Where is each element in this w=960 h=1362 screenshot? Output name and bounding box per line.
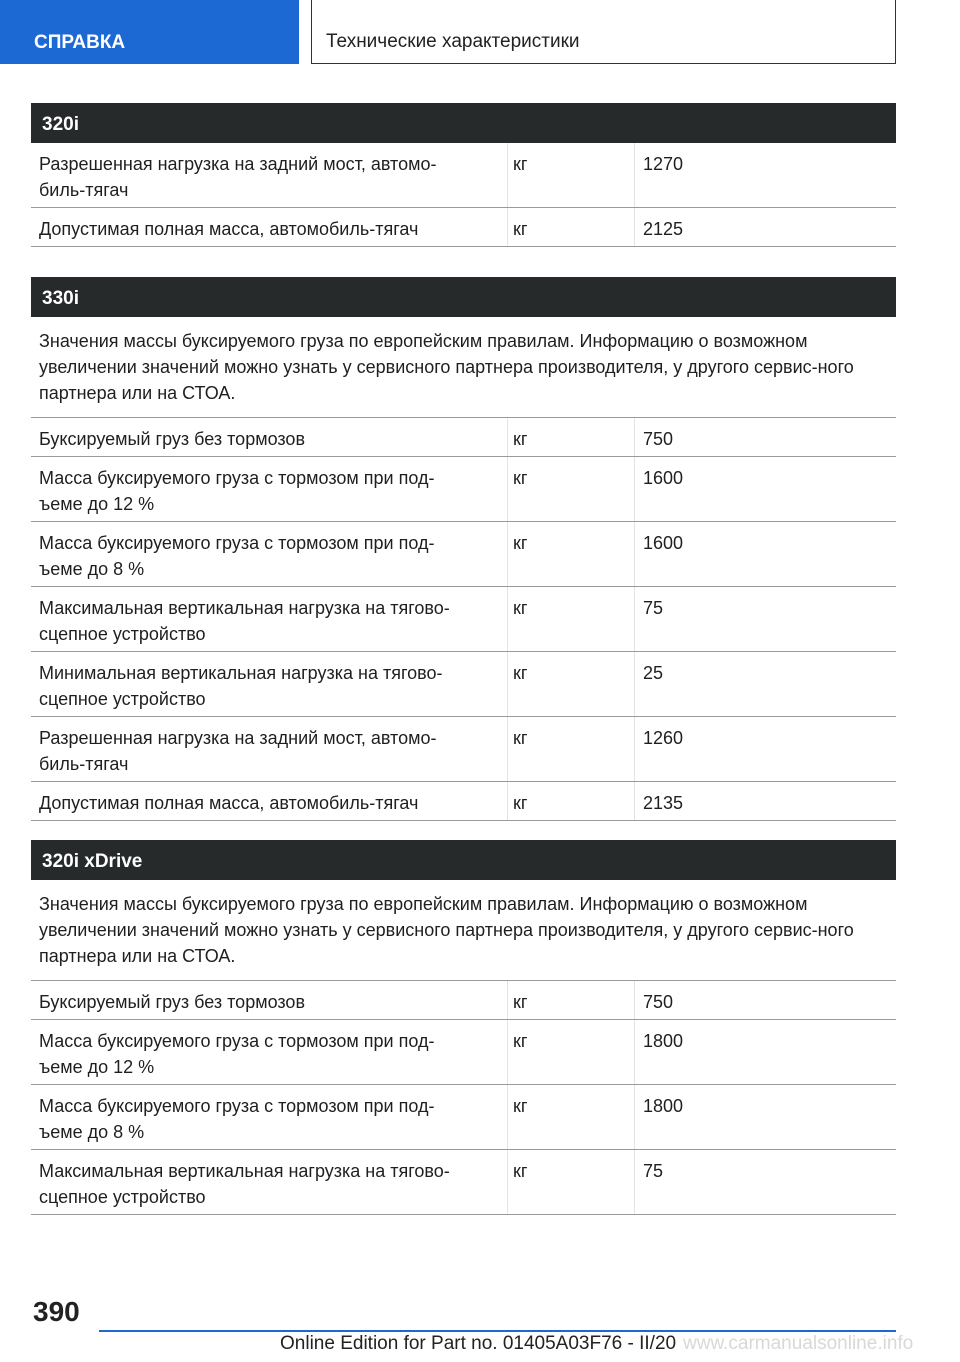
row-unit: кг — [513, 728, 528, 748]
row-label: Буксируемый груз без тормозов — [39, 429, 306, 449]
row-label: Масса буксируемого груза с тормозом при под‐ ъеме до 8 % — [39, 533, 435, 579]
table-row — [31, 143, 896, 208]
row-unit: кг — [513, 429, 528, 449]
footer-divider — [99, 1330, 896, 1332]
row-label: Масса буксируемого груза с тормозом при под‐ ъеме до 12 % — [39, 468, 435, 514]
spec-section-320i — [31, 103, 896, 247]
table-row — [31, 782, 896, 821]
row-label: Допустимая полная масса, автомобиль-тягач — [39, 793, 419, 813]
row-value: 1270 — [643, 154, 684, 174]
row-unit: кг — [513, 992, 528, 1012]
section-tab[interactable]: СПРАВКА — [0, 0, 299, 64]
row-value: 2135 — [643, 793, 684, 813]
section-heading: 320i — [31, 103, 896, 143]
section-heading: 330i — [31, 277, 896, 317]
row-label: Минимальная вертикальная нагрузка на тягово- сцепное устройство — [39, 663, 443, 709]
row-label: Максимальная вертикальная нагрузка на тягово- сцепное устройство — [39, 1161, 450, 1207]
footer-edition: Online Edition for Part no. 01405A03F76 - II/20 — [280, 1333, 677, 1354]
table-row — [31, 587, 896, 652]
table-row — [31, 418, 896, 457]
table-row — [31, 1020, 896, 1085]
row-unit: кг — [513, 598, 528, 618]
row-unit: кг — [513, 154, 528, 174]
table-row — [31, 717, 896, 782]
row-value: 750 — [643, 992, 674, 1012]
table-row — [31, 457, 896, 522]
row-value: 25 — [643, 663, 664, 683]
row-label: Масса буксируемого груза с тормозом при под‐ ъеме до 12 % — [39, 1031, 435, 1077]
row-unit: кг — [513, 793, 528, 813]
row-label: Масса буксируемого груза с тормозом при под‐ ъеме до 8 % — [39, 1096, 435, 1142]
row-unit: кг — [513, 533, 528, 553]
table-row — [31, 981, 896, 1020]
table-row — [31, 1085, 896, 1150]
row-value: 75 — [643, 598, 664, 618]
row-unit: кг — [513, 1161, 528, 1181]
row-unit: кг — [513, 219, 528, 239]
row-value: 1800 — [643, 1096, 684, 1116]
row-label: Разрешенная нагрузка на задний мост, автомо‐ биль-тягач — [39, 154, 437, 200]
row-value: 750 — [643, 429, 674, 449]
row-unit: кг — [513, 468, 528, 488]
page-number: 390 — [33, 1296, 80, 1327]
spec-section-320i-xdrive — [31, 840, 896, 1215]
row-value: 75 — [643, 1161, 664, 1181]
row-label: Максимальная вертикальная нагрузка на тягово- сцепное устройство — [39, 598, 450, 644]
section-heading: 320i xDrive — [31, 840, 896, 880]
row-label: Буксируемый груз без тормозов — [39, 992, 306, 1012]
table-row — [31, 522, 896, 587]
row-value: 2125 — [643, 219, 684, 239]
row-value: 1260 — [643, 728, 684, 748]
row-value: 1800 — [643, 1031, 684, 1051]
table-row — [31, 1150, 896, 1215]
row-label: Разрешенная нагрузка на задний мост, автомо‐ биль-тягач — [39, 728, 437, 774]
table-row — [31, 208, 896, 247]
row-unit: кг — [513, 1096, 528, 1116]
row-value: 1600 — [643, 533, 684, 553]
page-title: Технические характеристики — [311, 0, 896, 64]
row-unit: кг — [513, 1031, 528, 1051]
row-unit: кг — [513, 663, 528, 683]
row-value: 1600 — [643, 468, 684, 488]
table-row — [31, 652, 896, 717]
spec-section-330i — [31, 277, 896, 821]
section-note: Значения массы буксируемого груза по европейским правилам. Информацию о возможном увеличении значений можно узнать у сервисного партнера производителя, у другого сервис‐ного партнера или на СТОА. — [31, 880, 896, 981]
watermark: www.carmanualsonline.info — [683, 1333, 914, 1354]
row-label: Допустимая полная масса, автомобиль-тягач — [39, 219, 419, 239]
section-note: Значения массы буксируемого груза по европейским правилам. Информацию о возможном увеличении значений можно узнать у сервисного партнера производителя, у другого сервис‐ного партнера или на СТОА. — [31, 317, 896, 418]
